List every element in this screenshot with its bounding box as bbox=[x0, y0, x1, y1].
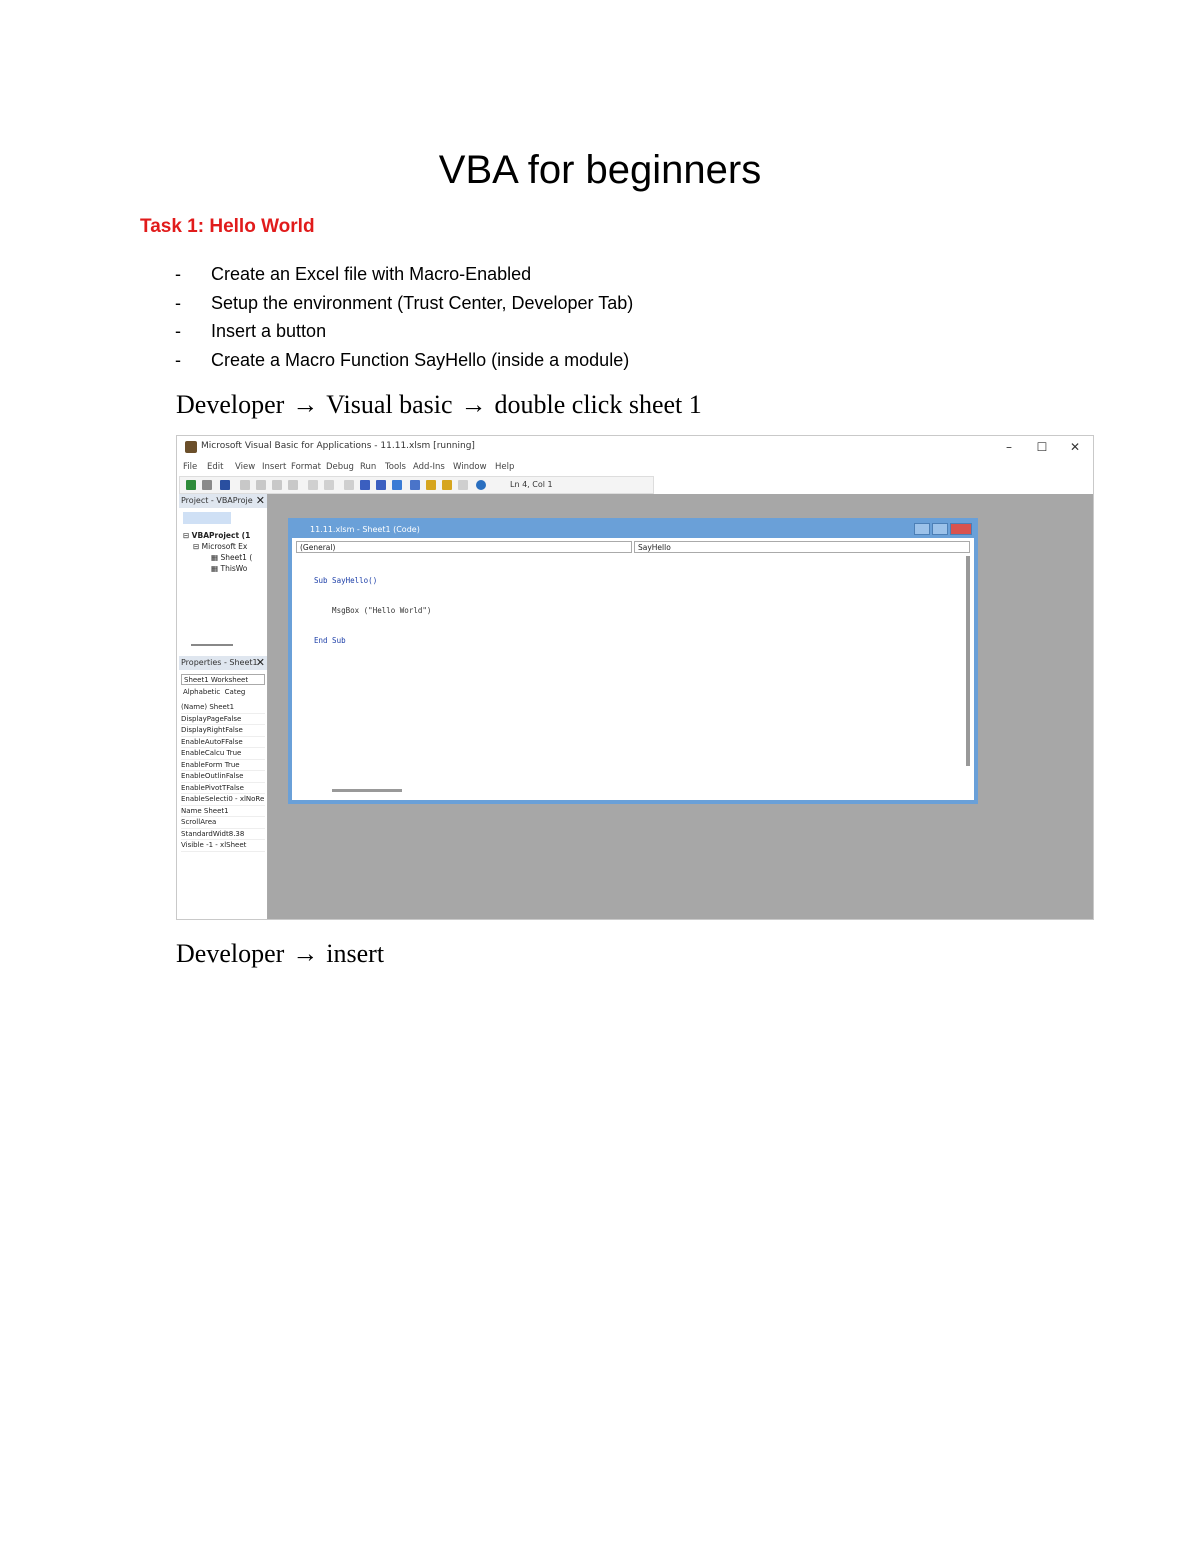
break-icon[interactable] bbox=[360, 480, 370, 490]
project-panel-header: Project - VBAProje ✕ bbox=[181, 494, 265, 507]
excel-icon[interactable] bbox=[186, 480, 196, 490]
menu-window[interactable]: Window bbox=[453, 462, 487, 472]
menu-edit[interactable]: Edit bbox=[207, 462, 224, 472]
restore-button[interactable] bbox=[932, 523, 948, 535]
reset-icon[interactable] bbox=[376, 480, 386, 490]
close-icon[interactable]: ✕ bbox=[255, 656, 265, 669]
property-row[interactable]: StandardWidt8.38 bbox=[181, 829, 265, 841]
save-icon[interactable] bbox=[220, 480, 230, 490]
menu-debug[interactable]: Debug bbox=[326, 462, 354, 472]
horizontal-scrollbar[interactable] bbox=[332, 789, 402, 792]
list-item: - Create a Macro Function SayHello (inside a module) bbox=[175, 349, 630, 370]
code-window-buttons bbox=[912, 523, 972, 536]
property-row[interactable]: ScrollArea bbox=[181, 817, 265, 829]
properties-object-select[interactable]: Sheet1 Worksheet bbox=[181, 674, 265, 685]
vertical-scrollbar[interactable] bbox=[966, 556, 970, 766]
arrow-icon: → bbox=[460, 390, 487, 419]
insert-userform-icon[interactable] bbox=[202, 480, 212, 490]
maximize-button[interactable]: ☐ bbox=[1036, 440, 1048, 454]
help-icon[interactable] bbox=[476, 480, 486, 490]
tree-item-thisworkbook[interactable]: ▦ ThisWo bbox=[211, 564, 248, 573]
tree-item-sheet1[interactable]: ▦ Sheet1 ( bbox=[211, 553, 253, 562]
window-titlebar bbox=[177, 436, 1093, 458]
code-window-title: 11.11.xlsm - Sheet1 (Code) bbox=[292, 522, 974, 538]
project-tree bbox=[183, 530, 252, 574]
close-button[interactable] bbox=[950, 523, 972, 535]
step-developer-visual-basic: Developer → Visual basic → double click sheet 1 bbox=[176, 390, 702, 419]
property-row[interactable]: Visible -1 - xlSheet bbox=[181, 840, 265, 852]
properties-window-icon[interactable] bbox=[426, 480, 436, 490]
properties-tabs bbox=[183, 688, 245, 696]
list-item: - Create an Excel file with Macro-Enabled bbox=[175, 264, 532, 284]
code-editor[interactable] bbox=[314, 556, 431, 666]
menu-view[interactable]: View bbox=[235, 462, 256, 472]
property-row[interactable]: EnablePivotTFalse bbox=[181, 783, 265, 795]
menu-bar bbox=[177, 459, 1093, 475]
task-list bbox=[175, 260, 633, 374]
property-row[interactable]: EnableAutoFFalse bbox=[181, 737, 265, 749]
property-row[interactable]: EnableForm True bbox=[181, 760, 265, 772]
property-row[interactable]: EnableSelecti0 - xlNoRe bbox=[181, 794, 265, 806]
object-combo[interactable]: (General) bbox=[296, 541, 632, 553]
undo-icon[interactable] bbox=[308, 480, 318, 490]
tree-item-excel-objects[interactable]: ⊟ Microsoft Ex bbox=[193, 542, 248, 551]
properties-panel-header: Properties - Sheet1 ✕ bbox=[181, 656, 265, 669]
minimize-button[interactable]: – bbox=[1006, 440, 1012, 454]
design-mode-icon[interactable] bbox=[392, 480, 402, 490]
find-icon[interactable] bbox=[288, 480, 298, 490]
pane-scrollbar[interactable] bbox=[191, 644, 233, 646]
menu-tools[interactable]: Tools bbox=[385, 462, 406, 472]
cut-icon[interactable] bbox=[240, 480, 250, 490]
code-window bbox=[288, 518, 978, 804]
window-title: Microsoft Visual Basic for Applications - 11.11.xlsm [running] bbox=[201, 441, 475, 451]
mdi-workspace bbox=[268, 494, 1094, 920]
property-row[interactable]: Name Sheet1 bbox=[181, 806, 265, 818]
property-row[interactable]: (Name) Sheet1 bbox=[181, 702, 265, 714]
property-row[interactable]: DisplayRightFalse bbox=[181, 725, 265, 737]
toolbox-icon[interactable] bbox=[458, 480, 468, 490]
code-line: MsgBox ("Hello World") bbox=[314, 606, 432, 615]
list-item: - Setup the environment (Trust Center, Developer Tab) bbox=[175, 292, 634, 313]
doc-title: VBA for beginners bbox=[438, 148, 762, 192]
minimize-button[interactable] bbox=[914, 523, 930, 535]
vba-app-icon bbox=[185, 441, 197, 453]
list-item: - Insert a button bbox=[175, 321, 327, 341]
menu-format[interactable]: Format bbox=[291, 462, 321, 472]
arrow-icon: → bbox=[292, 939, 319, 968]
code-line: Sub SayHello() bbox=[314, 576, 378, 585]
standard-toolbar bbox=[179, 476, 654, 494]
redo-icon[interactable] bbox=[324, 480, 334, 490]
menu-file[interactable]: File bbox=[183, 462, 198, 472]
menu-run[interactable]: Run bbox=[360, 462, 377, 472]
tab-categorized[interactable]: Categ bbox=[224, 688, 246, 696]
close-icon[interactable]: ✕ bbox=[255, 494, 265, 507]
vba-editor-screenshot bbox=[176, 435, 1094, 920]
left-pane bbox=[179, 494, 268, 919]
copy-icon[interactable] bbox=[256, 480, 266, 490]
property-row[interactable]: EnableCalcu True bbox=[181, 748, 265, 760]
arrow-icon: → bbox=[292, 390, 319, 419]
properties-grid bbox=[181, 702, 265, 852]
tree-item-vbaproject[interactable]: ⊟ VBAProject (1 bbox=[183, 531, 251, 540]
project-toolbar bbox=[183, 512, 231, 524]
project-explorer-icon[interactable] bbox=[410, 480, 420, 490]
object-browser-icon[interactable] bbox=[442, 480, 452, 490]
procedure-combo[interactable]: SayHello bbox=[634, 541, 970, 553]
task-heading: Task 1: Hello World bbox=[140, 216, 315, 237]
property-row[interactable]: EnableOutlinFalse bbox=[181, 771, 265, 783]
menu-add-ins[interactable]: Add-Ins bbox=[413, 462, 445, 472]
step-developer-insert: Developer → insert bbox=[176, 939, 385, 968]
code-line: End Sub bbox=[314, 636, 346, 645]
menu-help[interactable]: Help bbox=[495, 462, 515, 472]
property-row[interactable]: DisplayPageFalse bbox=[181, 714, 265, 726]
run-icon[interactable] bbox=[344, 480, 354, 490]
paste-icon[interactable] bbox=[272, 480, 282, 490]
cursor-position: Ln 4, Col 1 bbox=[510, 480, 553, 489]
menu-insert[interactable]: Insert bbox=[262, 462, 287, 472]
tab-alphabetic[interactable]: Alphabetic bbox=[183, 688, 221, 696]
close-button[interactable]: ✕ bbox=[1069, 440, 1081, 454]
